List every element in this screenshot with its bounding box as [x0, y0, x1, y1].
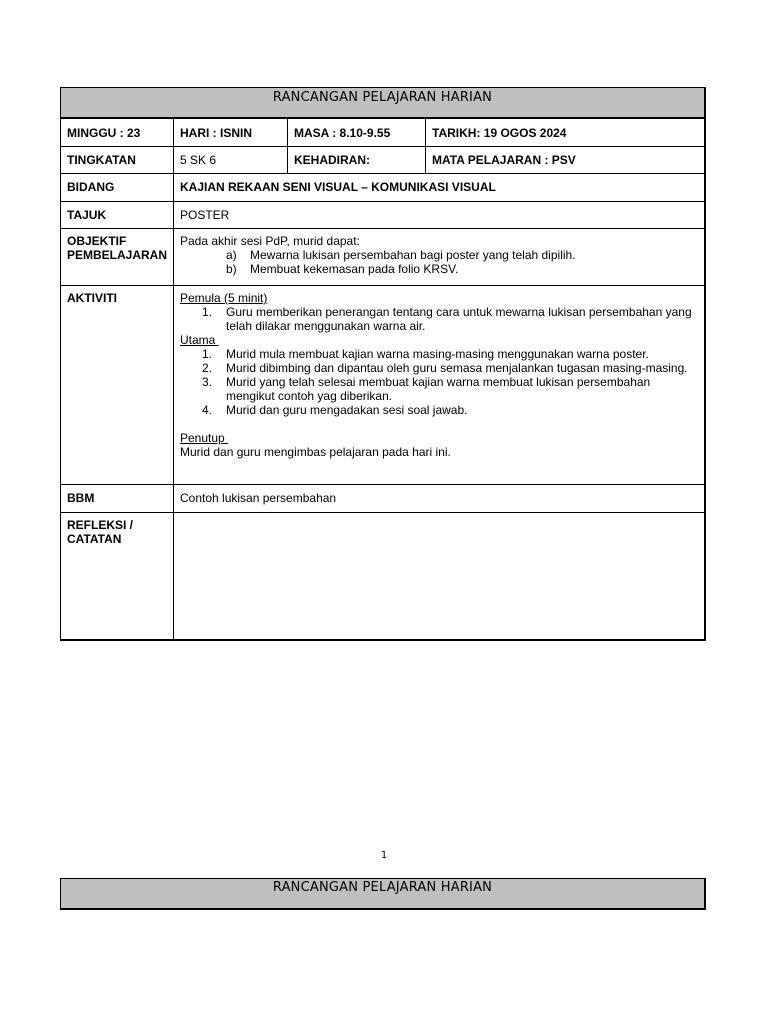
aktiviti-value: [173, 286, 704, 484]
objektif-intro: Pada akhir sesi PdP, murid dapat:: [180, 234, 360, 248]
utama-item-text: Murid dan guru mengadakan sesi soal jawab.: [226, 403, 468, 417]
utama-heading: Utama: [180, 333, 219, 347]
objektif-item: [226, 248, 698, 262]
objektif-item-text: Membuat kekemasan pada folio KRSV.: [250, 262, 459, 276]
utama-item-text: Murid dibimbing dan dipantau oleh guru semasa menjalankan tugasan masing-masing.: [226, 361, 688, 375]
objektif-row: [60, 229, 706, 286]
page-title-header: [60, 87, 706, 119]
utama-item-text: Murid mula membuat kajian warna masing-masing menggunakan warna poster.: [226, 347, 649, 361]
mata-pelajaran-cell: MATA PELAJARAN : PSV: [425, 147, 704, 173]
header-title: RANCANGAN PELAJARAN HARIAN: [272, 90, 493, 105]
objektif-label-line1: OBJEKTIF: [67, 234, 127, 248]
info-row-2: [60, 147, 706, 174]
aktiviti-row: [60, 286, 706, 485]
bbm-label: BBM: [67, 491, 95, 505]
bidang-value: KAJIAN REKAAN SENI VISUAL – KOMUNIKASI VISUAL: [173, 174, 704, 201]
utama-item: [202, 347, 698, 361]
utama-item-text: Murid yang telah selesai membuat kajian warna membuat lukisan persembahan mengikut contoh yag diberikan.: [226, 375, 651, 403]
pemula-item: [202, 305, 698, 333]
masa-cell: MASA : 8.10-9.55: [287, 119, 425, 146]
objektif-value: [173, 229, 704, 285]
objektif-item-text: Mewarna lukisan persembahan bagi poster yang telah dipilih.: [250, 248, 576, 262]
bidang-label: BIDANG: [67, 180, 115, 194]
pemula-item-text: Guru memberikan penerangan tentang cara untuk mewarna lukisan persembahan yang telah dilakar menggunakan warna air.: [226, 305, 692, 333]
objektif-label-line2: PEMBELAJARAN: [67, 248, 168, 262]
tajuk-row: [60, 202, 706, 229]
utama-item-marker: 3.: [202, 375, 213, 389]
info-row-1: [60, 119, 706, 147]
tarikh-cell: TARIKH: 19 OGOS 2024: [425, 119, 704, 146]
lesson-plan-table: [60, 119, 706, 641]
kehadiran-cell: KEHADIRAN:: [287, 147, 425, 173]
tajuk-value: POSTER: [173, 202, 704, 228]
bidang-row: [60, 174, 706, 202]
objektif-item: [226, 262, 698, 276]
tajuk-label: TAJUK: [67, 208, 107, 222]
utama-item-marker: 4.: [202, 403, 213, 417]
refleksi-value: [173, 513, 704, 639]
utama-item: [202, 361, 698, 375]
refleksi-row: [60, 513, 706, 641]
pemula-item-marker: 1.: [202, 305, 213, 319]
refleksi-label-line1: REFLEKSI /: [67, 518, 134, 532]
minggu-cell: MINGGU : 23: [67, 126, 141, 140]
tingkatan-label: TINGKATAN: [67, 153, 136, 167]
tingkatan-value: 5 SK 6: [173, 147, 287, 173]
aktiviti-label: AKTIVITI: [67, 291, 117, 305]
penutup-text: Murid dan guru mengimbas pelajaran pada hari ini.: [180, 445, 451, 459]
refleksi-label-line2: CATATAN: [67, 532, 122, 546]
pemula-heading: Pemula (5 minit): [180, 291, 268, 305]
page-number: 1: [380, 850, 388, 861]
next-page-header: [60, 878, 706, 910]
objektif-item-marker: b): [226, 262, 237, 276]
objektif-label: [61, 229, 173, 285]
refleksi-label: [61, 513, 173, 639]
spacer: [180, 417, 698, 431]
utama-item-marker: 2.: [202, 361, 213, 375]
bbm-row: [60, 485, 706, 513]
utama-item: [202, 375, 698, 403]
header-title: RANCANGAN PELAJARAN HARIAN: [272, 880, 493, 895]
objektif-item-marker: a): [226, 248, 237, 262]
utama-item-marker: 1.: [202, 347, 213, 361]
penutup-heading: Penutup: [180, 431, 229, 445]
utama-item: [202, 403, 698, 417]
bbm-value: Contoh lukisan persembahan: [173, 485, 704, 512]
hari-cell: HARI : ISNIN: [173, 119, 287, 146]
